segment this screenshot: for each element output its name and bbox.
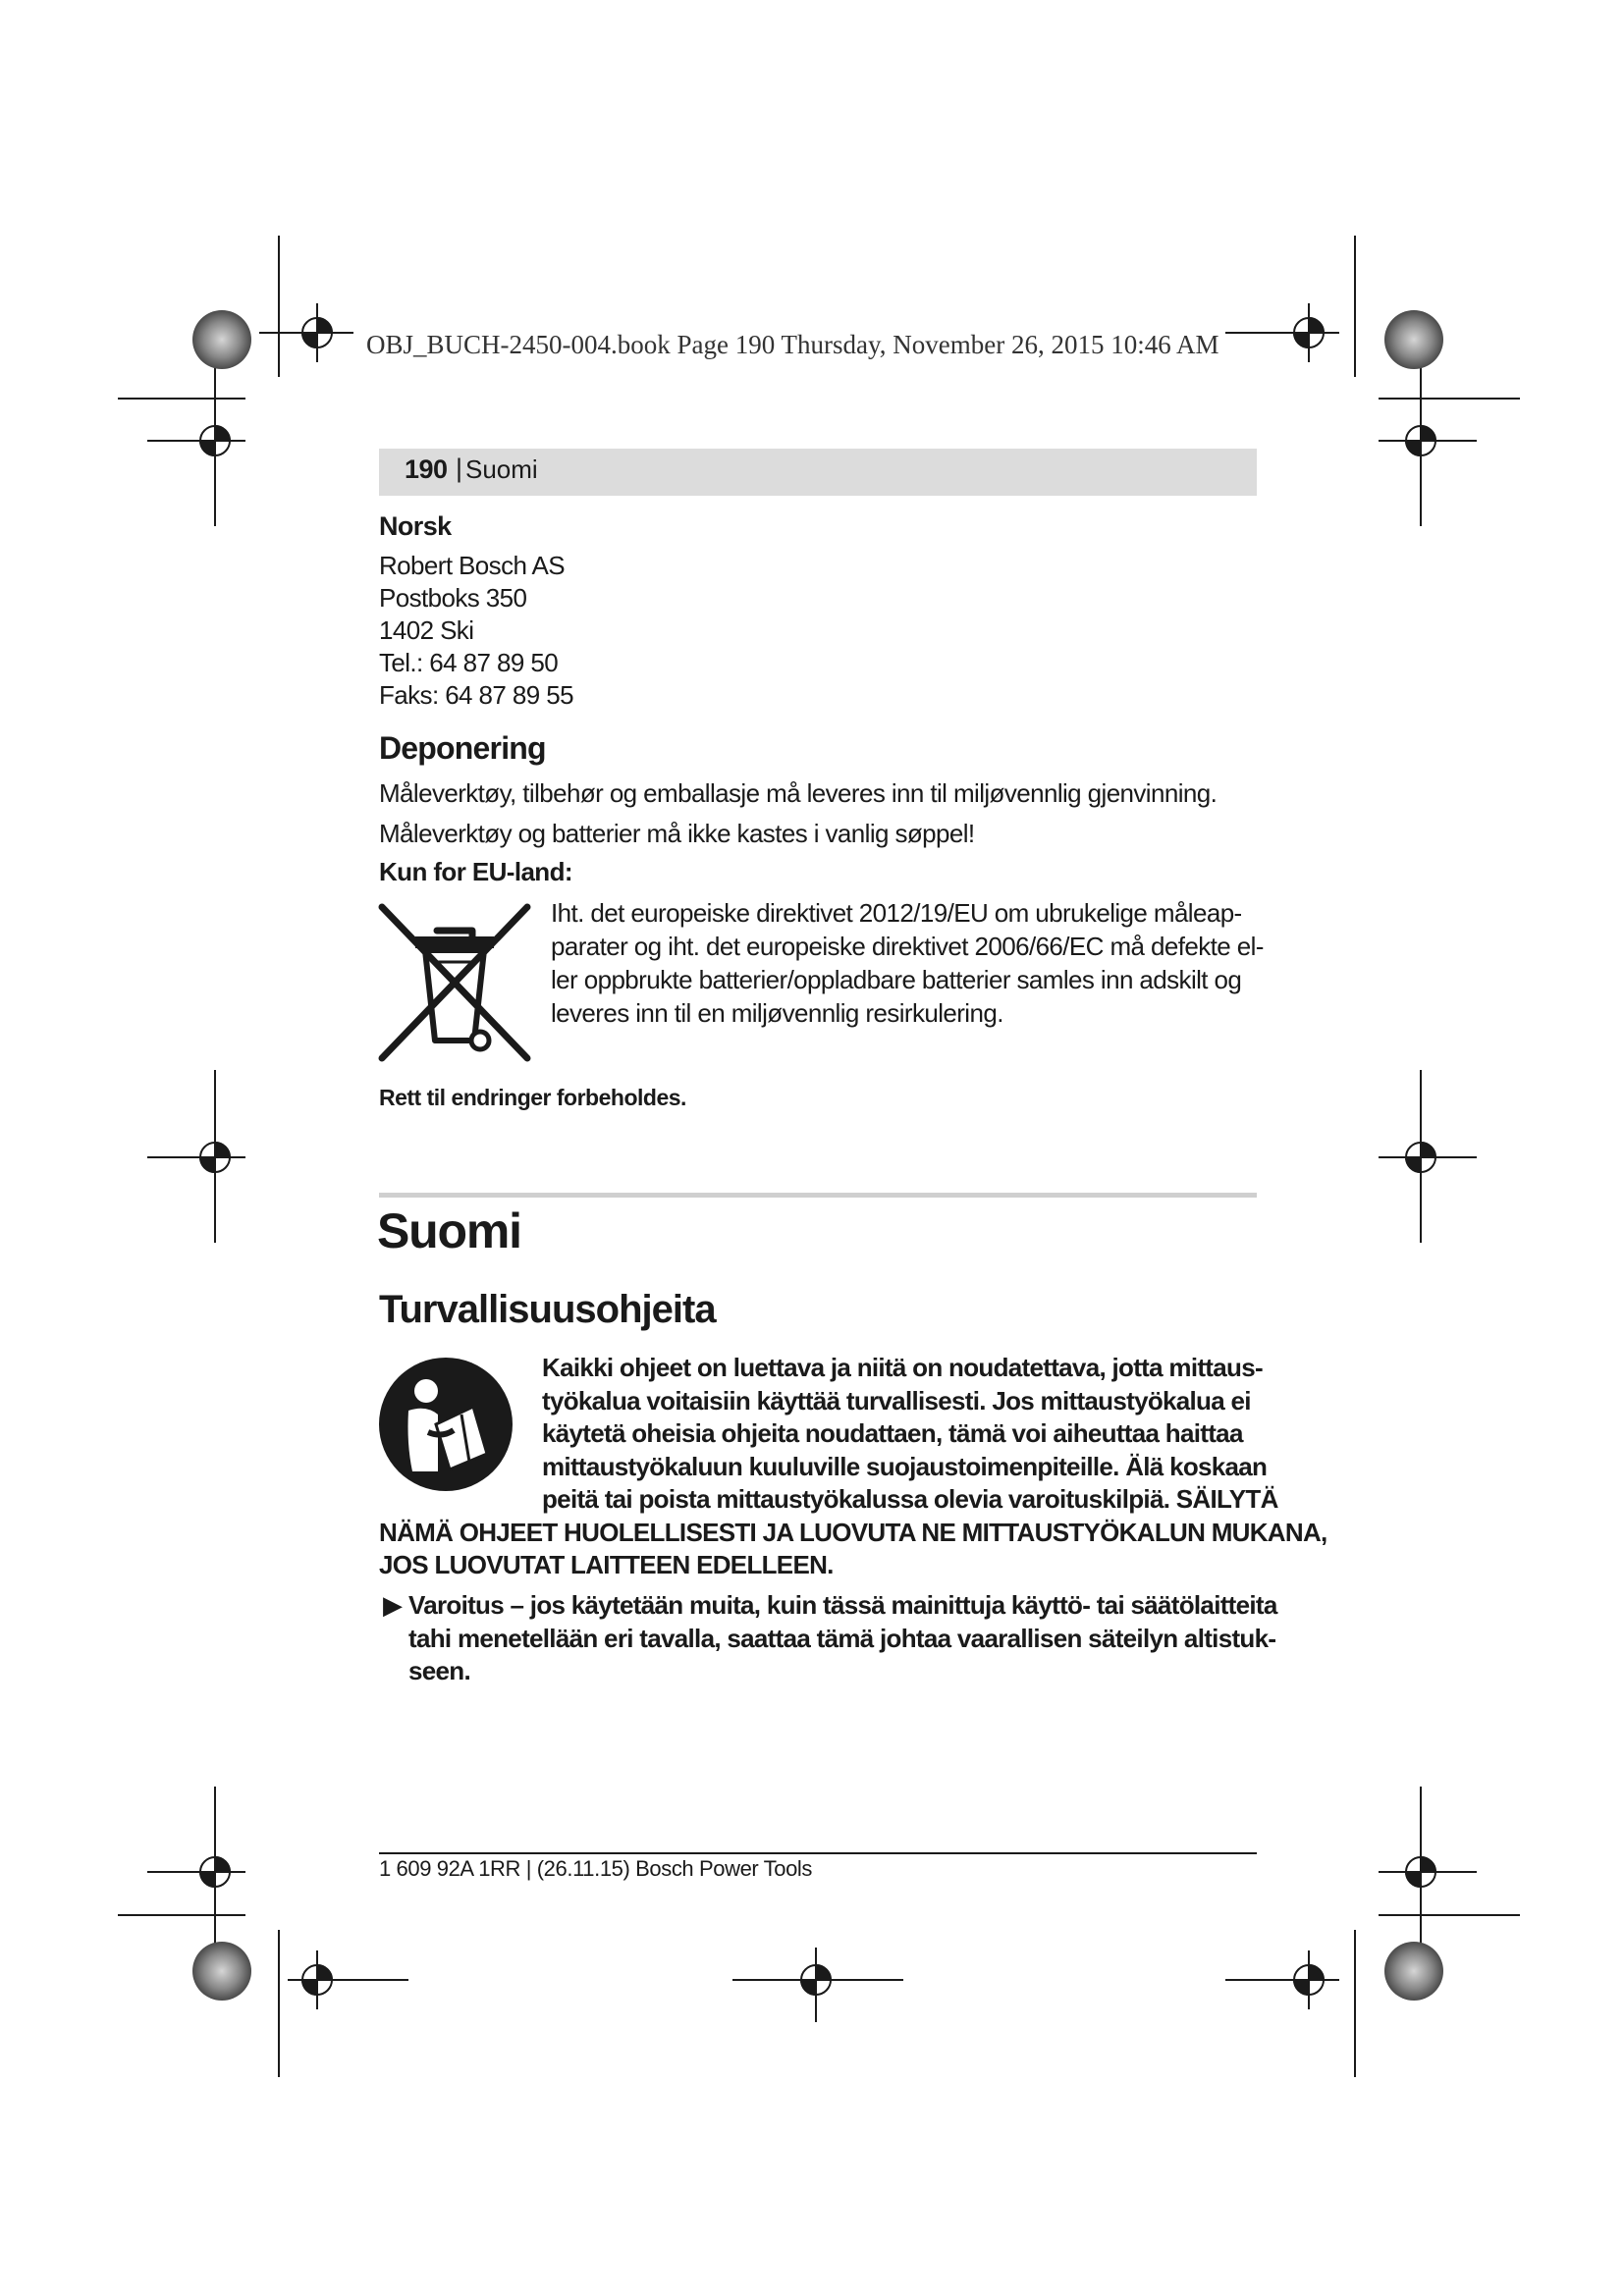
safety-heading: Turvallisuusohjeita xyxy=(379,1288,716,1331)
eu-directive-text xyxy=(551,897,1264,1031)
reservation-note: Rett til endringer forbeholdes. xyxy=(379,1085,686,1110)
page-number: 190 xyxy=(405,454,448,484)
safety-warning xyxy=(379,1352,1327,1582)
running-header xyxy=(379,449,1257,496)
text-line: Iht. det europeiske direktivet 2012/19/EU om ubrukelige måleap- xyxy=(551,898,1242,928)
deponering-paragraph-2: Måleverktøy og batterier må ikke kastes i vanlig søppel! xyxy=(379,819,975,848)
bullet-text xyxy=(408,1589,1277,1688)
address-line: Tel.: 64 87 89 50 xyxy=(379,648,559,677)
eu-heading: Kun for EU-land: xyxy=(379,857,572,886)
text-line: peitä tai poista mittaustyökalussa olevia varoituskilpiä. SÄILYTÄ xyxy=(542,1484,1278,1514)
text-line: parater og iht. det europeiske direktivet 2006/66/EC må defekte el- xyxy=(551,932,1264,961)
address-line: Robert Bosch AS xyxy=(379,551,565,580)
text-line: NÄMÄ OHJEET HUOLELLISESTI JA LUOVUTA NE MITTAUSTYÖKALUN MUKANA, xyxy=(379,1517,1327,1547)
bullet-arrow-icon: ▶ xyxy=(383,1590,403,1620)
text-line: leveres inn til en miljøvennlig resirkulering. xyxy=(551,998,1003,1028)
address-line: Postboks 350 xyxy=(379,583,527,613)
crossed-bin-icon xyxy=(376,901,533,1064)
text-line: JOS LUOVUTAT LAITTEEN EDELLEEN. xyxy=(379,1550,834,1579)
text-line: Kaikki ohjeet on luettava ja niitä on noudatettava, jotta mittaus- xyxy=(542,1353,1263,1382)
section-title: Suomi xyxy=(377,1203,521,1258)
footer-text: 1 609 92A 1RR | (26.11.15) Bosch Power Tools xyxy=(379,1856,813,1881)
text-line: Varoitus – jos käytetään muita, kuin tässä mainittuja käyttö- tai säätölaitteita xyxy=(408,1590,1277,1620)
text-line: työkalua voitaisiin käyttää turvallisesti. Jos mittaustyökalua ei xyxy=(542,1385,1251,1415)
address-line: Faks: 64 87 89 55 xyxy=(379,680,573,710)
address-line: 1402 Ski xyxy=(379,615,474,645)
norsk-heading: Norsk xyxy=(379,511,452,541)
text-line: tahi menetellään eri tavalla, saattaa tämä johtaa vaarallisen säteilyn altistuk- xyxy=(408,1623,1276,1653)
print-info-line: OBJ_BUCH-2450-004.book Page 190 Thursday, November 26, 2015 10:46 AM xyxy=(366,330,1219,359)
norsk-address xyxy=(379,550,573,712)
header-separator: | xyxy=(456,454,463,483)
text-line: seen. xyxy=(408,1656,470,1685)
text-line: ler oppbrukte batterier/oppladbare batterier samles inn adskilt og xyxy=(551,965,1242,994)
header-section-title: Suomi xyxy=(465,454,538,484)
text-line: käytetä oheisia ohjeita noudattaen, tämä voi aiheuttaa haittaa xyxy=(542,1418,1243,1448)
section-divider xyxy=(379,1193,1257,1198)
text-line: mittaustyökaluun kuuluville suojaustoimenpiteille. Älä koskaan xyxy=(542,1451,1268,1481)
deponering-paragraph-1: Måleverktøy, tilbehør og emballasje må leveres inn til miljøvennlig gjenvinning. xyxy=(379,778,1218,808)
footer-divider xyxy=(379,1852,1257,1854)
deponering-heading: Deponering xyxy=(379,730,546,766)
